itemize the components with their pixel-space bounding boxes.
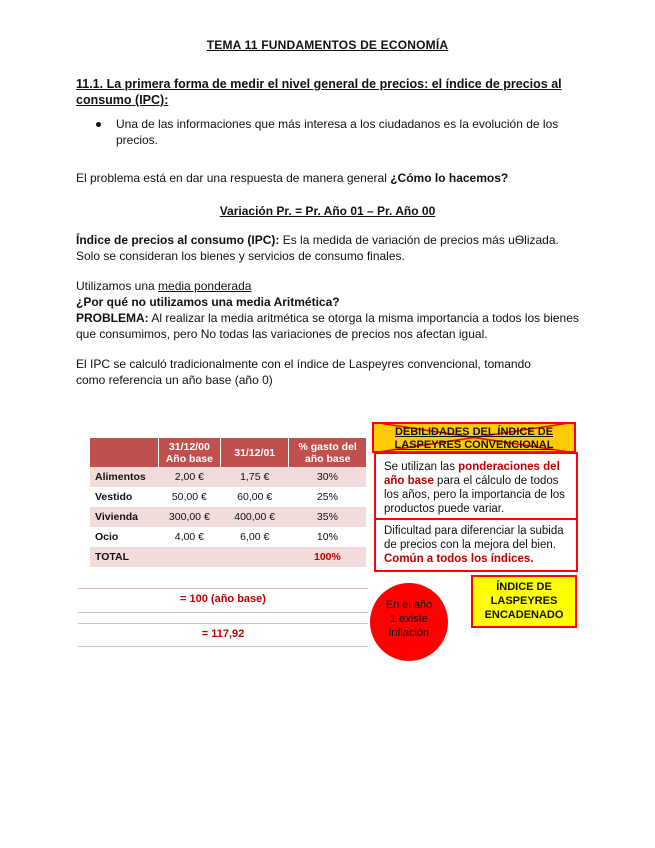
weakness-box bbox=[374, 452, 578, 572]
weakness-point-1 bbox=[384, 460, 572, 516]
row-y01: 1,75 € bbox=[221, 467, 289, 487]
table-row bbox=[90, 527, 366, 547]
row-base: 300,00 € bbox=[158, 507, 220, 527]
row-y01: 400,00 € bbox=[221, 507, 289, 527]
why-question: ¿Por qué no utilizamos una media Aritmética? bbox=[76, 295, 340, 309]
problema-text: Al realizar la media aritmética se otorga la misma importancia a todos los bienes que consumimos, pero No todas las variaciones de precios nos afectan igual. bbox=[76, 311, 579, 341]
bullet-dot-icon bbox=[96, 122, 101, 127]
weakness-header bbox=[372, 422, 576, 453]
row-y01: 6,00 € bbox=[221, 527, 289, 547]
weakness-point-2 bbox=[384, 524, 572, 566]
row-pct: 30% bbox=[289, 467, 366, 487]
prices-table bbox=[90, 438, 366, 567]
table-row bbox=[90, 487, 366, 507]
divider bbox=[78, 612, 368, 613]
row-item: Alimentos bbox=[90, 467, 158, 487]
problem-question: ¿Cómo lo hacemos? bbox=[390, 171, 509, 185]
media-ponderada-link[interactable]: media ponderada bbox=[158, 279, 252, 293]
media-prefix: Utilizamos una bbox=[76, 279, 159, 293]
weakness-p2-a: Dificultad para diferenciar la subida de precios con la mejora del bien. bbox=[384, 525, 564, 551]
row-pct: 35% bbox=[289, 507, 366, 527]
ipc-label: Índice de precios al consumo (IPC): bbox=[76, 233, 280, 247]
weakness-p1-a: Se utilizan las bbox=[384, 461, 459, 473]
ipc-text: Es la medida de variación de precios más uѲlizada. Solo se consideran los bienes y servicios de consumo finales. bbox=[76, 233, 559, 263]
section-heading: 11.1. La primera forma de medir el nivel general de precios: el índice de precios al consumo (IPC): bbox=[76, 77, 562, 107]
formula: Variación Pr. = Pr. Año 01 – Pr. Año 00 bbox=[219, 204, 436, 218]
row-pct: 25% bbox=[289, 487, 366, 507]
problem-line bbox=[76, 170, 508, 186]
weakness-divider bbox=[376, 518, 576, 520]
table-header-y01: 31/12/01 bbox=[221, 438, 289, 467]
weakness-p1-b: ponderaciones del año base bbox=[384, 461, 560, 487]
bullet-text: Una de las informaciones que más interesa a los ciudadanos es la evolución de los precios. bbox=[116, 117, 559, 147]
row-base: 2,00 € bbox=[158, 467, 220, 487]
problema-label: PROBLEMA: bbox=[76, 311, 149, 325]
row-base: 50,00 € bbox=[158, 487, 220, 507]
table-header-item bbox=[90, 438, 158, 467]
total-pct: 100% bbox=[289, 547, 366, 567]
inflation-circle-text: En el año 1 existe inflación bbox=[385, 599, 433, 639]
weakness-header-text: DEBILIDADES DEL ÍNDICE DE LASPEYRES CONVENCIONAL bbox=[394, 426, 554, 451]
table-header-pct: % gasto del año base bbox=[289, 438, 366, 467]
weakness-p1-c: para el cálculo de todos los años, pero la importancia de los productos puede variar. bbox=[384, 475, 565, 515]
table-header-base: 31/12/00 Año base bbox=[158, 438, 220, 467]
divider bbox=[78, 588, 368, 589]
problem-prefix: El problema está en dar una respuesta de manera general bbox=[76, 171, 391, 185]
table-total-row bbox=[90, 547, 366, 567]
total-label: TOTAL bbox=[90, 547, 158, 567]
chained-index-box bbox=[471, 575, 577, 628]
base-index-result: = 100 (año base) bbox=[180, 593, 266, 605]
divider bbox=[78, 623, 368, 624]
row-y01: 60,00 € bbox=[221, 487, 289, 507]
weakness-p2-b: Común a todos los índices. bbox=[384, 553, 534, 565]
table-row bbox=[90, 507, 366, 527]
row-item: Vivienda bbox=[90, 507, 158, 527]
ipc-definition bbox=[76, 232, 581, 264]
row-pct: 10% bbox=[289, 527, 366, 547]
inflation-circle bbox=[370, 583, 448, 661]
index-value-result: = 117,92 bbox=[201, 628, 245, 640]
page-title: TEMA 11 FUNDAMENTOS DE ECONOMÍA bbox=[206, 38, 449, 52]
table-header-row bbox=[90, 438, 366, 467]
table-row bbox=[90, 467, 366, 487]
chained-index-text: ÍNDICE DE LASPEYRES ENCADENADO bbox=[484, 581, 564, 621]
problema-paragraph bbox=[76, 310, 581, 342]
row-item: Vestido bbox=[90, 487, 158, 507]
row-base: 4,00 € bbox=[158, 527, 220, 547]
laspeyres-paragraph: El IPC se calculó tradicionalmente con el índice de Laspeyres convencional, tomando como referencia un año base (año 0) bbox=[76, 357, 531, 387]
divider bbox=[78, 646, 368, 647]
row-item: Ocio bbox=[90, 527, 158, 547]
media-line bbox=[76, 278, 251, 294]
